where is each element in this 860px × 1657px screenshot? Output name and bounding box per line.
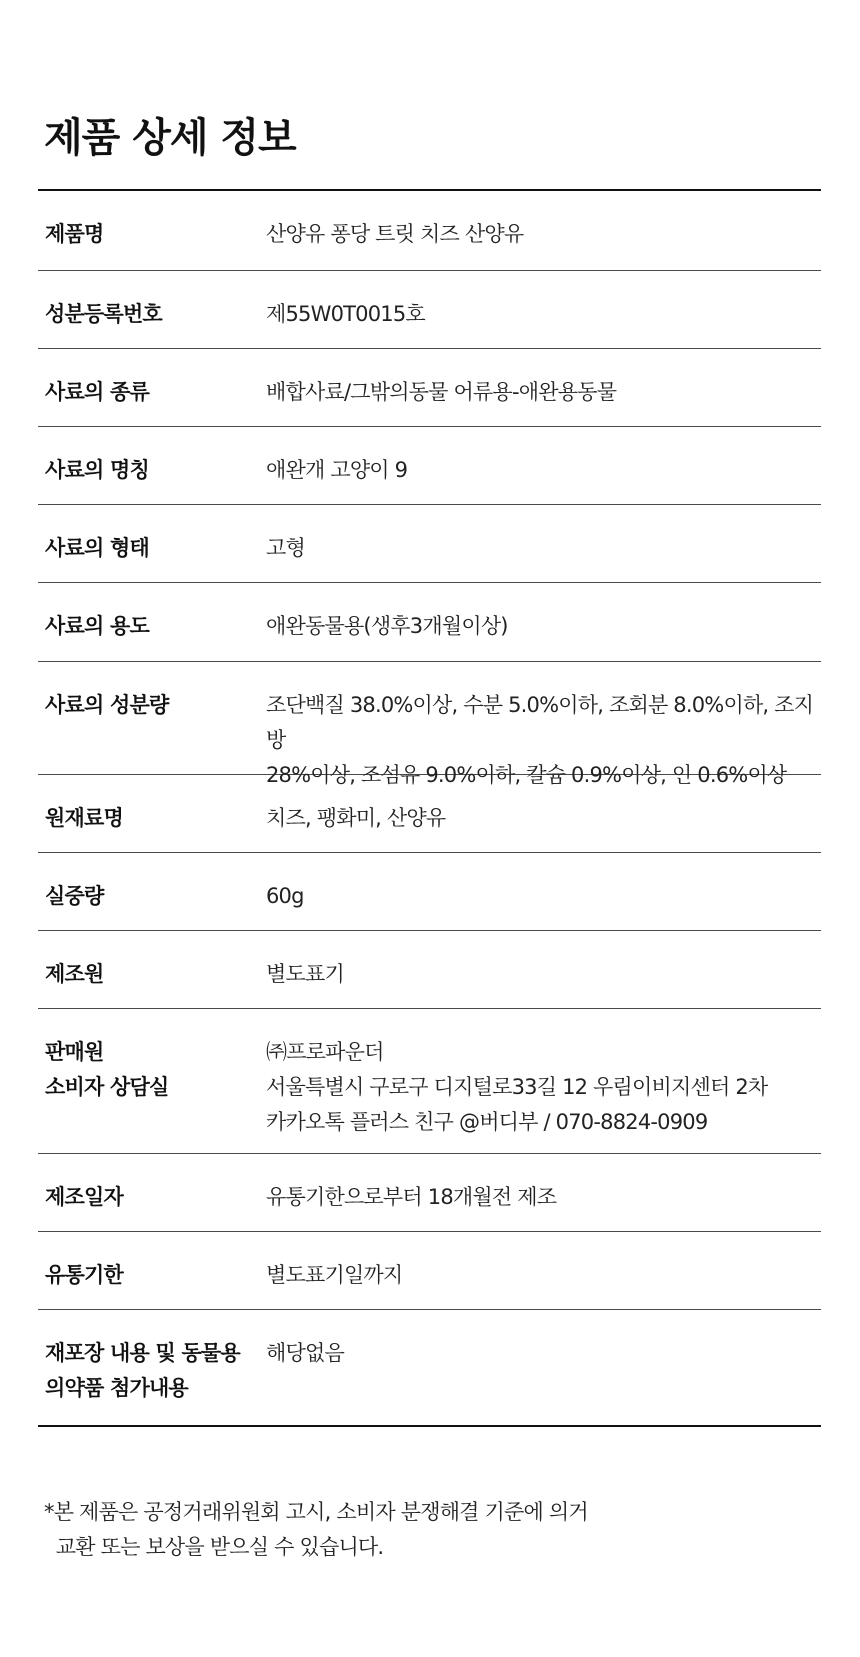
table-row <box>38 1231 821 1309</box>
row-label: 사료의 명칭 <box>45 458 149 482</box>
exchange-notice: *본 제품은 공정거래위원회 고시, 소비자 분쟁해결 기준에 의거 교환 또는 보상을 받으실 수 있습니다. <box>44 1500 588 1559</box>
row-value: 산양유 퐁당 트릿 치즈 산양유 <box>266 222 524 246</box>
row-value: 60g <box>266 884 304 908</box>
row-value: 치즈, 팽화미, 산양유 <box>266 806 446 830</box>
row-value: 제55W0T0015호 <box>266 302 425 326</box>
product-spec-table <box>38 189 821 1427</box>
row-label: 제품명 <box>45 222 104 246</box>
table-row <box>38 930 821 1008</box>
row-label: 사료의 형태 <box>45 536 149 560</box>
table-row <box>38 852 821 930</box>
row-value: 애완동물용(생후3개월이상) <box>266 614 508 638</box>
row-label: 제조원 <box>45 962 104 986</box>
table-row <box>38 191 821 270</box>
row-label: 판매원 소비자 상담실 <box>45 1040 169 1099</box>
table-row <box>38 270 821 348</box>
row-value: 별도표기 <box>266 962 344 986</box>
table-row <box>38 582 821 661</box>
row-value: 애완개 고양이 9 <box>266 458 408 482</box>
row-label: 사료의 종류 <box>45 380 149 404</box>
table-row <box>38 1309 821 1425</box>
table-row <box>38 1153 821 1231</box>
row-value: 고형 <box>266 536 305 560</box>
table-row <box>38 504 821 582</box>
row-label: 성분등록번호 <box>45 302 162 326</box>
page-title: 제품 상세 정보 <box>44 115 296 161</box>
row-label: 유통기한 <box>45 1263 123 1287</box>
row-value: 해당없음 <box>266 1341 344 1365</box>
row-value: 별도표기일까지 <box>266 1263 403 1287</box>
row-value: 유통기한으로부터 18개월전 제조 <box>266 1185 557 1209</box>
table-row <box>38 1008 821 1153</box>
row-value: 조단백질 38.0%이상, 수분 5.0%이하, 조회분 8.0%이하, 조지방 28%이상, 조섬유 9.0%이하, 칼슘 0.9%이상, 인 0.6%이상 <box>266 693 814 787</box>
row-label: 원재료명 <box>45 806 123 830</box>
row-label: 실중량 <box>45 884 104 908</box>
row-label: 사료의 용도 <box>45 614 149 638</box>
row-label: 제조일자 <box>45 1185 123 1209</box>
table-row <box>38 661 821 787</box>
table-row <box>38 426 821 504</box>
row-label: 재포장 내용 및 동물용 의약품 첨가내용 <box>45 1341 240 1400</box>
row-label: 사료의 성분량 <box>45 693 169 717</box>
table-row <box>38 348 821 426</box>
row-value: 배합사료/그밖의동물 어류용-애완용동물 <box>266 380 617 404</box>
row-value: ㈜프로파운더 서울특별시 구로구 디지털로33길 12 우림이비지센터 2차 카카오톡 플러스 친구 @버디부 / 070-8824-0909 <box>266 1040 768 1134</box>
